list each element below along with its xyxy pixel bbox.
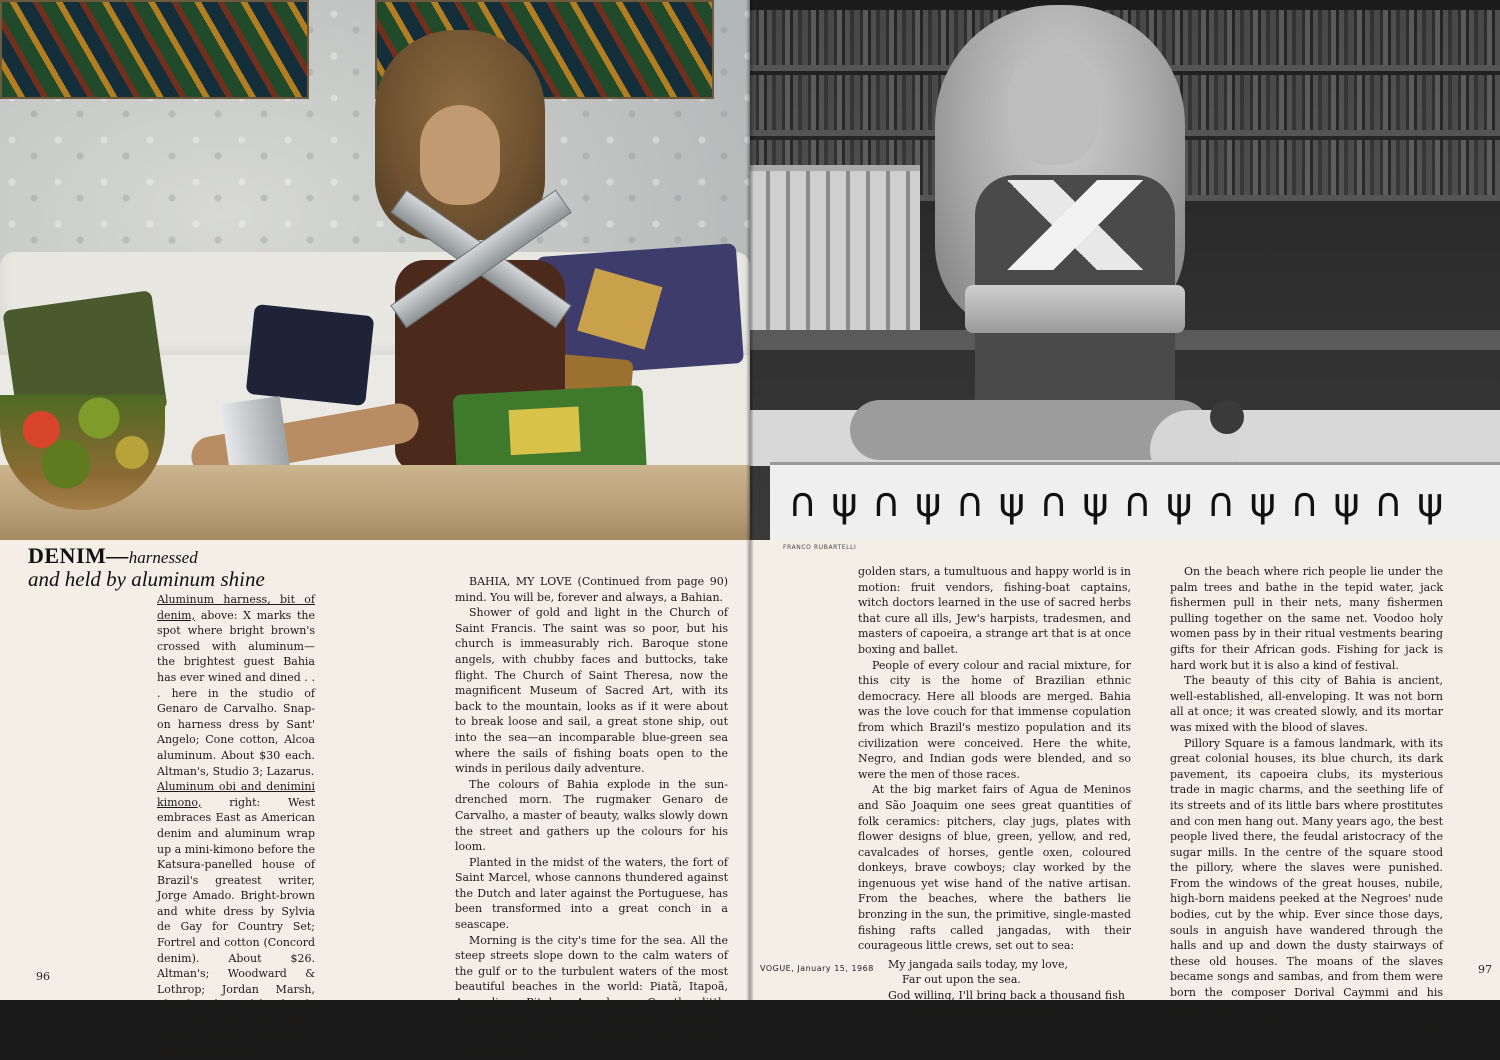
tiled-bench — [770, 462, 1500, 540]
article-column — [455, 574, 728, 1057]
tile-motif: ∩ — [871, 479, 901, 526]
tile-motif: ψ — [998, 479, 1026, 526]
tile-motif: ∩ — [1206, 479, 1236, 526]
paragraph: People of every colour and racial mixture, for this city is the home of Brazilian ethnic democracy. Here all bloods are merged. Bahia was the love couch for that immense copulation from which Brazil's mestizo population and its civilization were conceived. Here the white, Negro, and Indian gods were blended, and so were the men of those races. — [858, 658, 1131, 781]
tile-motif: ∩ — [1039, 479, 1069, 526]
poem-line: Far out upon the sea. — [902, 973, 1021, 987]
paragraph: The beauty of Bahia flows (Continued on page 120) — [1170, 1017, 1443, 1046]
paragraph: Planted in the midst of the waters, the fort of Saint Marcel, whose cannons thundered against the Dutch and later against the Portuguese, has been transformed into a great conch in a seascape. — [455, 855, 728, 932]
tile-motif: ∩ — [1122, 479, 1152, 526]
left-page — [0, 0, 750, 1059]
tile-motif: ψ — [1333, 479, 1360, 526]
poem-line: And a special one for thee. — [902, 1004, 1052, 1018]
caption-lead: Aluminum obi and denimini kimono, — [157, 780, 315, 809]
article-headline — [28, 543, 338, 592]
paragraph: The colours of Bahia explode in the sun-drenched morn. The rugmaker Genaro de Carvalho, a master of beauty, walks slowly down the street and gathers up the colours for his loom. — [455, 777, 728, 854]
headline-italic: harnessed — [128, 548, 198, 567]
tile-motif: ∩ — [955, 479, 985, 526]
paragraph: Shower of gold and light in the Church of Saint Francis. The saint was so poor, but his church is immeasurably rich. Baroque stone angels, with chubby faces and buttocks, take flight. The Church of Saint Theresa, now the magnificent Museum of Sacred Art, with its back to the mountain, looks as if it were about to break loose and sail, a great stone ship, out into the sea—an incomparable blue-green sea where the sails of fishing boats open to the winds in perilous daily adventure. — [455, 606, 728, 776]
photo-credit: FRANCO RUBARTELLI — [783, 544, 857, 551]
spread-gutter — [746, 0, 754, 1000]
model-face — [1008, 50, 1098, 165]
caption-body: right: West embraces East as American denim and aluminum wrap up a mini-kimono before the Katsura-panelled house of Brazil's greatest writer, Jorge Amado. Bright-brown and white dress by Sylvia de Gay for Country Set; Fortrel and cotton (Concord denim). About $26. Altman's; Woodward & Lothrop; Jordan Marsh, Florida. Obi, and leg bands on both pages, by Sant' Angelo; Alcoa aluminum. Altman's, Studio 3. — [157, 795, 315, 1059]
photo-caption — [157, 592, 315, 1060]
article-column — [1170, 564, 1443, 1047]
right-page — [750, 0, 1500, 1046]
paragraph: At the big market fairs of Agua de Meninos and São Joaquim one sees great quantities of folk ceramics: pitchers, clay jugs, plates with flower designs of blue, green, yellow, and red, cavalcades of horses, gentle oxen, coloured donkeys, brave cowboys; clay worked by the ingenuous yet wise hand of the native artisan. From the beaches, where the bathers lie bronzing in the sun, the primitive, single-masted fishing rafts called jangadas, with their courageous little crews, set out to sea: — [858, 783, 1131, 953]
navy-pillow — [246, 304, 375, 406]
headline-main: DENIM— — [28, 543, 129, 568]
headline-second-line: and held by aluminum shine — [28, 567, 265, 591]
white-collar — [1005, 180, 1145, 270]
caption-body: above: X marks the spot where bright brown's crossed with aluminum—the brightest guest Bahia has ever wined and dined . . . here in the studio of Genaro de Carvalho. Snap-on harness dress by Sant' Angelo; Cone cotton, Alcoa aluminum. About $30 each. Altman's, Studio 3; Lazarus. — [157, 608, 316, 778]
tile-motif: ∩ — [788, 479, 818, 526]
wall-painting-left — [0, 0, 309, 99]
tile-motif: ∩ — [1373, 479, 1403, 526]
page-number: 97 — [1478, 963, 1492, 976]
article-column — [858, 564, 1131, 1019]
model-face — [420, 105, 500, 205]
poem-line: My jangada sails today, my love, — [888, 957, 1068, 971]
tile-motif: ψ — [1082, 479, 1109, 526]
paragraph: On the beach where rich people lie under the palm trees and bathe in the tepid water, jack fishermen pull in their nets, many fishermen pulling together on the same net. Voodoo holy women pass by in their ritual vestments bearing gifts for their African gods. Fishing for jack is hard work but it is also a kind of festival. — [1170, 565, 1443, 672]
caption-lead: Aluminum harness, bit of denim, — [157, 593, 315, 622]
right-fashion-photo — [750, 0, 1500, 540]
tile-motif: ψ — [1416, 479, 1444, 526]
tile-motif: ψ — [914, 479, 942, 526]
paragraph: Morning is the city's time for the sea. All the steep streets slope down to the calm waters of the gulf or to the turbulent waters of the most beautiful beaches in the world: Piatã, Itapoã, Amaralina, Pituba, Arambepe. On the little market quay, bright with mangos, pineapples, yellow hog plums, green papayas, and Pitanga cherries with their — [455, 933, 728, 1056]
poem-line: God willing, I'll bring back a thousand fish — [888, 989, 1125, 1003]
paragraph: golden stars, a tumultuous and happy world is in motion: fruit vendors, fishing-boat captains, witch doctors learned in the use of sacred herbs that cure all ills, Jew's harpists, tradesmen, and masters of capoeira, a strange art that is at once boxing and ballet. — [858, 565, 1132, 656]
tile-motif: ψ — [831, 479, 858, 526]
paragraph: The beauty of this city of Bahia is ancient, well-established, all-enveloping. It was not born all at once; it was created slowly, and its mortar was mixed with the blood of slaves. — [1170, 674, 1443, 734]
model-house — [750, 165, 920, 341]
aluminum-leg-band — [220, 396, 289, 474]
aluminum-obi-belt — [965, 285, 1185, 333]
left-fashion-photo — [0, 0, 750, 540]
paragraph: BAHIA, MY LOVE (Continued from page 90) mind. You will be, forever and always, a Bahian. — [455, 575, 728, 604]
paragraph: Pillory Square is a famous landmark, with its great colonial houses, its blue church, its dark pavement, its capoeira clubs, its mysterious trade in magic charms, and the seething life of its streets and of its little bars where prostitutes and con men hang out. Many years ago, the best people lived there, the feudal aristocracy of the sugar mills. In the centre of the square stood the pillory, where the slaves were punished. From the windows of the great houses, nubile, high-born maidens peeked at the Negroes' nude bodies, cut by the whip. Ever since those days, souls in anguish have wandered through the halls and up and down the dusty stairways of these old houses. The moans of the slaves became songs and sambas, and from them were born the composer Dorival Caymmi and his Bahian music. — [1170, 736, 1443, 1015]
tile-motif: ∩ — [1290, 479, 1320, 526]
tile-motif: ψ — [1249, 479, 1277, 526]
page-number: 96 — [36, 970, 50, 983]
tile-motif: ψ — [1165, 479, 1193, 526]
magazine-date-line: VOGUE, January 15, 1968 — [760, 964, 874, 973]
